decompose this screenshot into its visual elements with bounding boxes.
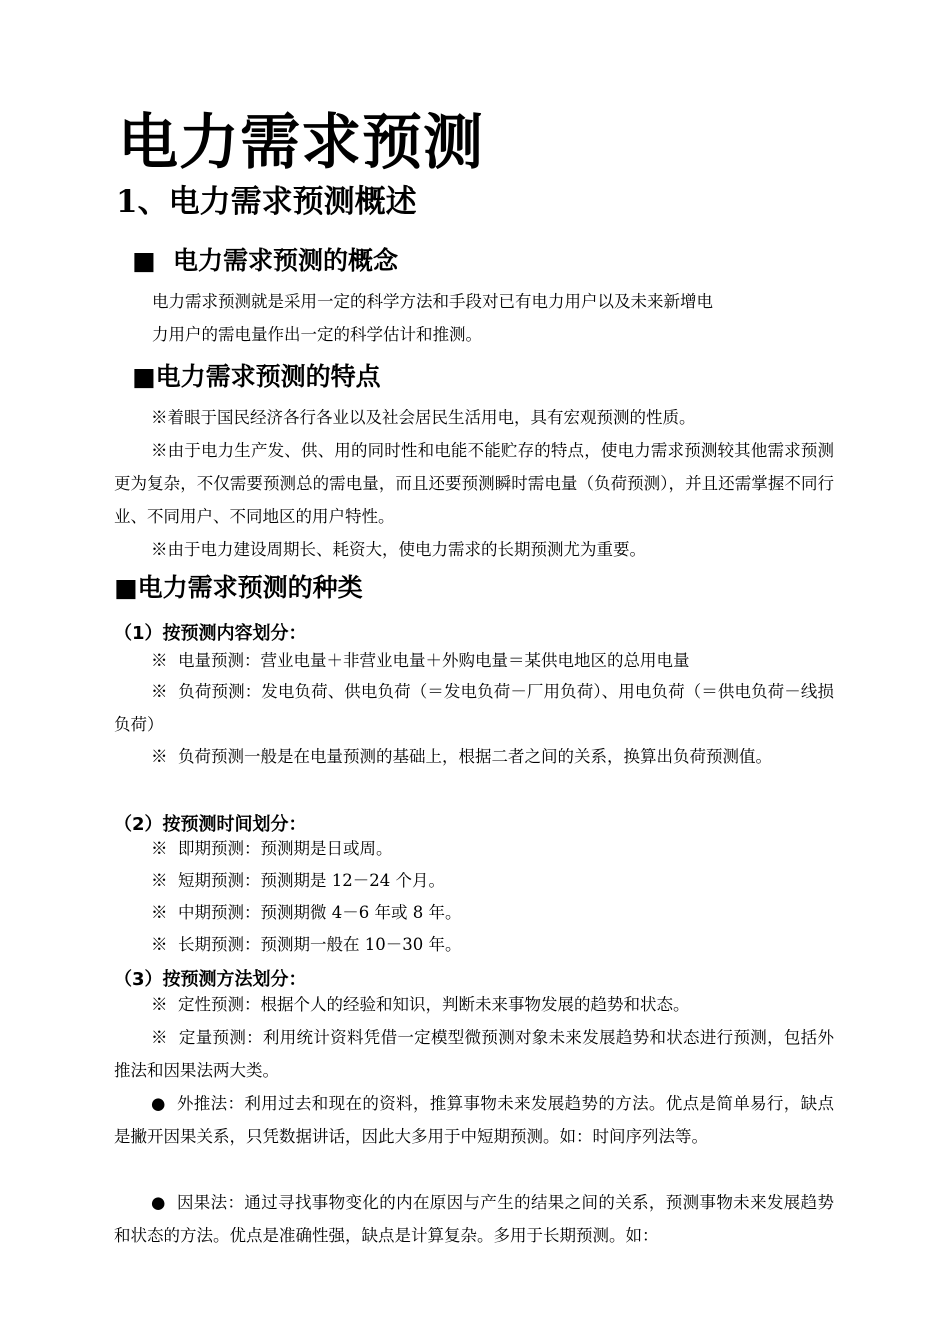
section-heading-overview: 1、电力需求预测概述 [116, 184, 417, 220]
concept-line-1: 电力需求预测就是采用一定的科学方法和手段对已有电力用户以及未来新增电 [152, 292, 713, 311]
feature-item: ※由于电力建设周期长、耗资大，使电力需求的长期预测尤为重要。 [151, 540, 646, 559]
time-item: ※ 中期预测：预测期微 4－6 年或 8 年。 [151, 903, 462, 922]
content-item: ※ 负荷预测一般是在电量预测的基础上，根据二者之间的关系，换算出负荷预测值。 [151, 747, 772, 766]
time-item: ※ 长期预测：预测期一般在 10－30 年。 [151, 935, 462, 954]
feature-item: ※着眼于国民经济各行各业以及社会居民生活用电，具有宏观预测的性质。 [151, 408, 696, 427]
subheading-by-time: （2）按预测时间划分： [114, 814, 307, 835]
feature-item: ※由于电力生产发、供、用的同时性和电能不能贮存的特点，使电力需求预测较其他需求预测更为复杂，不仅需要预测总的需电量，而且还要预测瞬时需电量（负荷预测），并且还需掌握不同行业、不同用户、不同地区的用户特性。 [114, 441, 834, 526]
subheading-concept: ■ 电力需求预测的概念 [132, 246, 399, 275]
time-item: ※ 即期预测：预测期是日或周。 [151, 839, 393, 858]
time-item: ※ 短期预测：预测期是 12－24 个月。 [151, 871, 445, 890]
subheading-types: ■电力需求预测的种类 [114, 573, 363, 602]
subheading-by-content: （1）按预测内容划分： [114, 623, 307, 644]
method-item: ※ 定性预测：根据个人的经验和知识，判断未来事物发展的趋势和状态。 [151, 995, 690, 1014]
content-item: ※ 电量预测：营业电量＋非营业电量＋外购电量＝某供电地区的总用电量 [151, 651, 690, 670]
document-title: 电力需求预测 [118, 108, 484, 178]
subheading-by-method: （3）按预测方法划分： [114, 969, 307, 990]
method-item: ※ 定量预测：利用统计资料凭借一定模型微预测对象未来发展趋势和状态进行预测，包括外推法和因果法两大类。 [114, 1028, 834, 1080]
method-item: ● 因果法：通过寻找事物变化的内在原因与产生的结果之间的关系，预测事物未来发展趋势和状态的方法。优点是准确性强，缺点是计算复杂。多用于长期预测。如： [114, 1193, 834, 1245]
method-item: ● 外推法：利用过去和现在的资料，推算事物未来发展趋势的方法。优点是简单易行，缺点是撇开因果关系，只凭数据讲话，因此大多用于中短期预测。如：时间序列法等。 [114, 1094, 834, 1146]
concept-line-2: 力用户的需电量作出一定的科学估计和推测。 [152, 325, 482, 344]
content-item: ※ 负荷预测：发电负荷、供电负荷（＝发电负荷－厂用负荷）、用电负荷（＝供电负荷－线损负荷） [114, 682, 834, 734]
subheading-features: ■电力需求预测的特点 [132, 362, 381, 391]
